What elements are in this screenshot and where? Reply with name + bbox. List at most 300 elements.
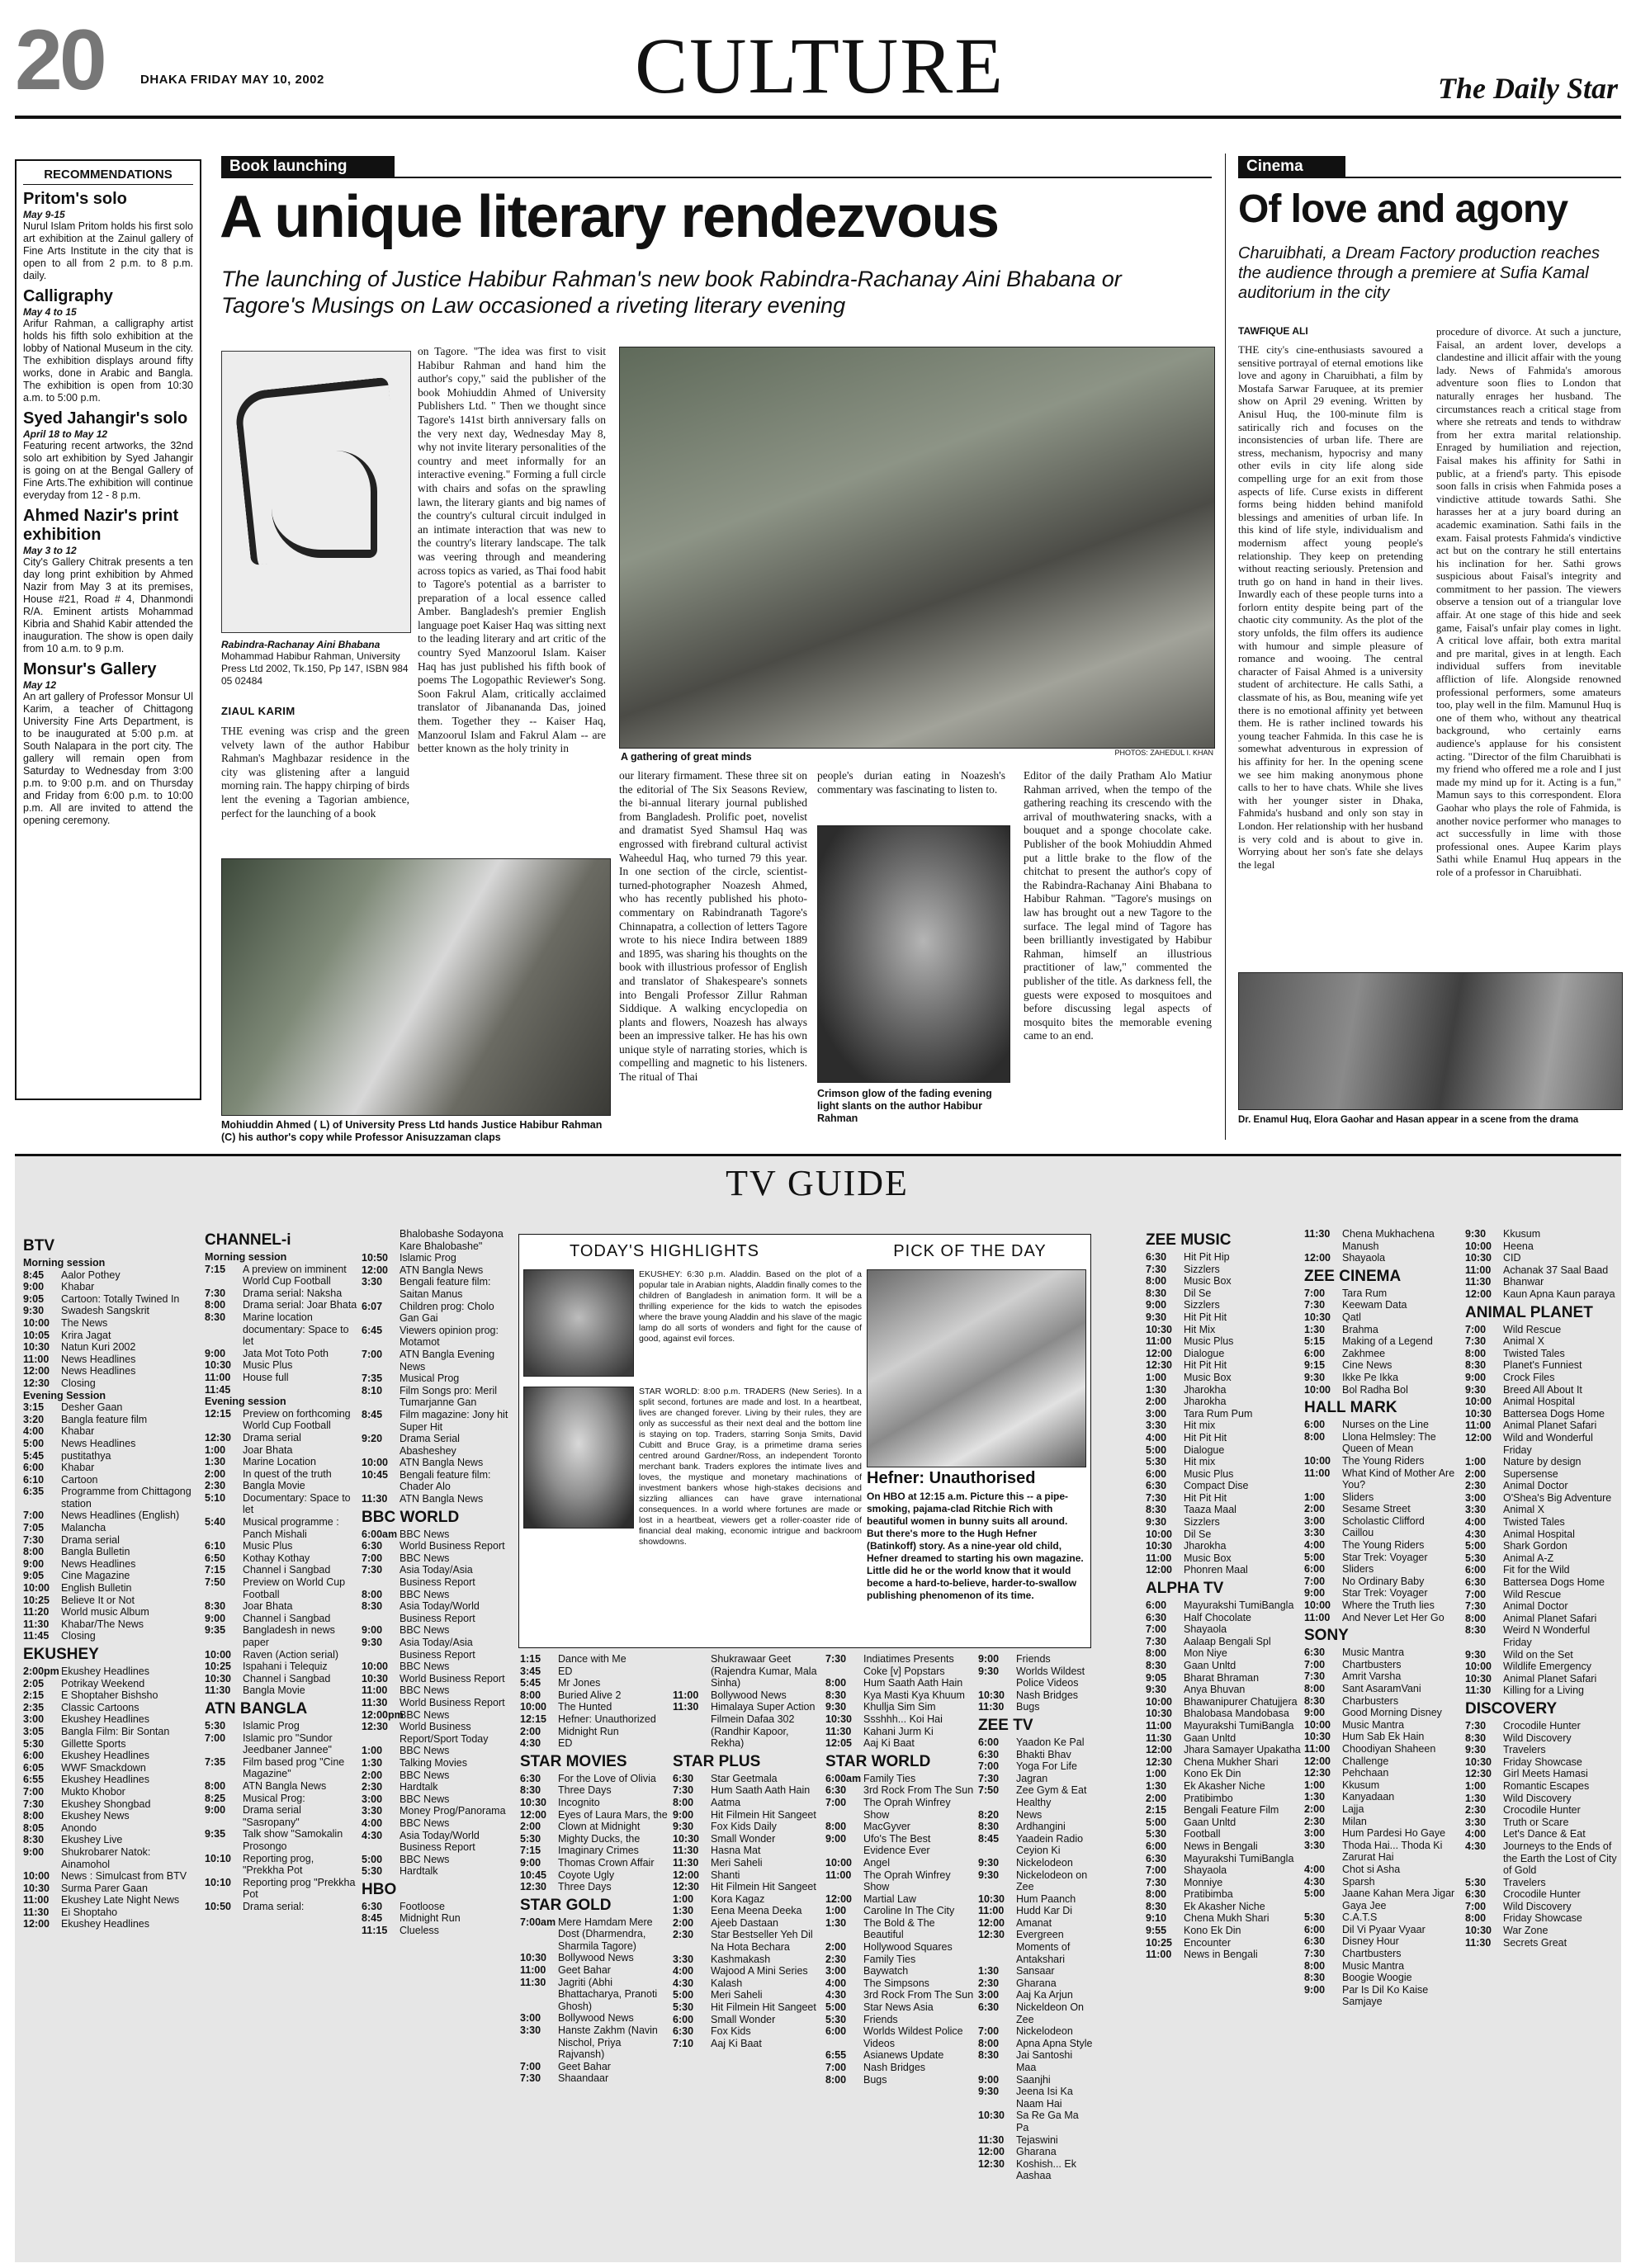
tv-listing-program: Drama serial "Sasropany"	[243, 1804, 301, 1828]
tv-listing-row	[1304, 1552, 1461, 1564]
tv-listing-time: 4:00	[825, 1977, 847, 1989]
tv-listing-program: Preview on forthcoming World Cup Football	[243, 1407, 351, 1432]
tv-listing-time: 5:30	[1465, 1876, 1487, 1888]
tv-listing-time: 8:00	[362, 1588, 383, 1600]
book-text-col2: on Tagore. "The idea was first to visit Habibur Rahman and hand him the author's copy," said the publisher of the book Mohiuddin Ahmed of University Publishers Ltd. " Then we thought since Tagore's 141st birth anniversary falls on the very next day, Wednesday May 8, why not invite literary personalities of the country and meet informally for an interactive evening." Forming a full circle with chairs and sofas on the sprawling lawn, the literary giants and big names of the country's cultural circuit indulged in an intimate interaction that was new to the country's literary landscape. The talk was veering through and meandering across topics as varied, as Thai food habit to Tagore's potential as a barrister to preparation of a local essence called Amber. Bangladesh's premier English language poet Kaiser Haq was sitting next to the leading literary and art critic of the country Syed Manzoorul Islam. Kaiser Haq has just published his fifth book of poems The Logopathic Reviewer's Song. Soon Fakrul Alam, critically acclaimed translator of Jibanananda Das, joined them. Together they -- Kaiser Haq, Manzoorul Islam and Fakrul Alam -- are better known as the holy trinity in	[418, 345, 606, 755]
tv-listing-time: 1:30	[1146, 1383, 1167, 1396]
tv-listing-time: 1:30	[1146, 1779, 1167, 1792]
tv-listing-time: 2:05	[23, 1677, 45, 1689]
tv-listing-program: BBC News	[400, 1661, 450, 1673]
tv-listing-row	[1465, 1780, 1618, 1793]
tv-listing-program: Krira Jagat	[61, 1329, 111, 1341]
tv-session-label: Morning session	[23, 1257, 106, 1269]
tv-listing-row	[1146, 1949, 1301, 1961]
tv-listing-row	[362, 1721, 514, 1745]
tv-listing-row	[673, 2038, 821, 2050]
tv-listing-row	[23, 1522, 201, 1534]
tv-listing-time: 8:30	[978, 2049, 1000, 2062]
tv-listing-program: English Bulletin	[61, 1582, 132, 1595]
tv-listing-row	[205, 1552, 357, 1565]
tv-listing-row	[23, 1341, 201, 1354]
tv-listing-row	[205, 1288, 357, 1300]
tv-listing-time: 6:55	[825, 2049, 847, 2062]
tv-listing-row	[1304, 1840, 1461, 1864]
tv-listing-program: Aalaap Bengali Spl	[1184, 1635, 1271, 1647]
tv-listing-row	[1304, 1563, 1461, 1576]
tv-listing-time: 10:30	[978, 1689, 1005, 1701]
tv-listing-time: 12:00	[673, 1869, 699, 1881]
tv-listing-time: 7:15	[520, 1845, 541, 1857]
tv-listing-time: 10:45	[520, 1869, 546, 1881]
tv-listing-row	[1146, 1396, 1301, 1408]
tv-listing-program: Kanyadaan	[1342, 1791, 1395, 1803]
tv-listing-row	[520, 1773, 669, 1785]
tv-listing-program: Mon Niye	[1184, 1647, 1227, 1660]
tv-listing-program: Khabar	[61, 1425, 95, 1438]
tv-listing-row	[23, 1269, 201, 1282]
tv-listing-program: Channel i Sangbad	[243, 1612, 331, 1624]
tv-listing-row	[1465, 1673, 1618, 1685]
tv-listing-program: Aatma	[711, 1796, 741, 1808]
tv-listing-program: Clueless	[400, 1925, 439, 1937]
tv-listing-program: Film Songs pro: Meril Tumarjanne Gan	[400, 1384, 498, 1409]
tv-listing-row	[1465, 1661, 1618, 1673]
tv-listing-time: 7:00	[1465, 1323, 1487, 1335]
tv-listing-time: 5:30	[673, 2001, 694, 2014]
tv-listing-row	[673, 2014, 821, 2026]
tv-listing-row	[1304, 1911, 1461, 1924]
tv-listing-time: 10:25	[1146, 1936, 1172, 1949]
tv-listing-program: Football	[1184, 1828, 1221, 1840]
tv-listing-program: Nurses on the Line	[1342, 1419, 1429, 1431]
tv-listing-row	[205, 1661, 357, 1673]
tv-listing-time: 2:00	[520, 1725, 541, 1737]
tv-listing-time: 8:00	[1465, 1612, 1487, 1624]
tv-listing-program: Saanjhi	[1016, 2073, 1051, 2086]
tv-listing-program: Animal Hospital	[1503, 1528, 1575, 1540]
tv-listing-time: 9:00	[520, 1856, 541, 1869]
tv-listing-time: 1:30	[1465, 1792, 1487, 1804]
tv-listing-row	[23, 1510, 201, 1522]
tv-listing-time: 8:00	[978, 2037, 1000, 2049]
tv-listing-time: 1:00	[673, 1892, 694, 1905]
tv-listing-time: 11:45	[23, 1630, 50, 1642]
tv-listing-program: Wild Rescue	[1503, 1323, 1562, 1335]
tv-listing-program: Mayurakshi TumiBangla	[1184, 1599, 1294, 1612]
tv-listing-program: Supersense	[1503, 1467, 1558, 1480]
tv-listing-time: 6:00	[1304, 1923, 1326, 1935]
tv-listing-time: 10:00	[1146, 1528, 1172, 1540]
tv-listing-time: 11:00	[1146, 1719, 1172, 1732]
tv-listing-row	[1304, 1335, 1461, 1348]
tv-listing-program: MacGyver	[863, 1821, 910, 1833]
tv-listing-time: 9:00	[1465, 1371, 1487, 1383]
tv-listing-program: Martial Law	[863, 1892, 916, 1905]
tv-listing-row	[1304, 1924, 1461, 1936]
tv-listing-row	[1146, 1359, 1301, 1372]
tv-listing-time: 5:30	[825, 2013, 847, 2025]
tv-listing-row	[1465, 1732, 1618, 1745]
tv-listing-program: World Business Report	[400, 1696, 505, 1708]
tv-listing-row	[23, 1762, 201, 1774]
tv-listing-time: 9:30	[978, 1665, 1000, 1677]
tv-listing-time: 5:00	[1465, 1540, 1487, 1552]
tv-listing-time: 5:10	[205, 1491, 226, 1504]
tv-listing-program: Jharokha	[1184, 1540, 1227, 1552]
tv-listing-time: 7:00	[1304, 1658, 1326, 1670]
tv-listing-time: 3:00	[362, 1793, 383, 1805]
tv-listing-time: 4:30	[520, 1737, 541, 1750]
tv-listing-program: Hum Sab Ek Hain	[1342, 1731, 1425, 1743]
tv-listing-program: Desher Gaan	[61, 1401, 123, 1414]
cinema-scene-photo	[1238, 972, 1623, 1110]
tv-listing-row	[1304, 1515, 1461, 1528]
tv-listing-time: 5:00	[825, 2001, 847, 2014]
rec-date: May 3 to 12	[23, 545, 77, 556]
handover-photo-caption: Mohiuddin Ahmed ( L) of University Press Ltd hands Justice Habibur Rahman (C) his author's copy while Professor Anisuzzaman claps	[221, 1119, 603, 1143]
tv-listing-row	[205, 1432, 357, 1444]
tv-listing-program: Imaginary Crimes	[558, 1845, 639, 1857]
tv-listing-row	[362, 1433, 514, 1457]
tv-listing-time	[362, 1228, 400, 1252]
tv-listing-time: 4:00	[23, 1425, 45, 1438]
tv-listing-time: 2:00	[1146, 1792, 1167, 1804]
tv-listing-time: 7:00	[520, 2060, 541, 2072]
tv-listing-row	[205, 1793, 357, 1805]
tv-listing-time: 9:30	[1465, 1648, 1487, 1661]
tv-listing-program: Friday Showcase	[1503, 1755, 1582, 1768]
tv-listing-program: Chot si Asha	[1342, 1863, 1401, 1875]
tv-listing-time: 8:30	[205, 1600, 226, 1613]
tv-listing-time: 8:45	[978, 1832, 1000, 1845]
tv-listing-time: 12:00	[362, 1264, 388, 1276]
tv-listing-row	[23, 1786, 201, 1798]
tv-listing-time: 9:00	[205, 1804, 226, 1817]
tv-listing-program: Crocodile Hunter	[1503, 1804, 1581, 1817]
tv-listing-program: Film based prog "Cine Magazine"	[243, 1755, 345, 1780]
tv-listing-time: 9:55	[1146, 1925, 1167, 1937]
tv-listing-program: No Ordinary Baby	[1342, 1575, 1425, 1587]
tv-listing-time: 7:30	[1304, 1948, 1326, 1960]
tv-listing-time: 10:05	[23, 1329, 50, 1341]
tv-listing-program: Surma Parer Gaan	[61, 1882, 148, 1894]
tv-listing-program: Charbusters	[1342, 1694, 1399, 1707]
tv-listing-program: Kkusum	[1503, 1228, 1541, 1240]
tv-listing-program: Chartbusters	[1342, 1658, 1402, 1670]
tv-listing-time: 9:00	[1304, 1983, 1326, 1996]
tv-listing-time: 11:00	[23, 1894, 50, 1907]
tv-listing-row	[1465, 1480, 1618, 1492]
tv-listing-time: 7:30	[1304, 1299, 1326, 1311]
tv-listing-program: Film magazine: Jony hit Super Hit	[400, 1408, 508, 1433]
tv-listing-row	[1304, 1455, 1461, 1467]
tv-listing-time: 8:00	[520, 1689, 541, 1701]
tv-listing-time: 7:30	[1304, 1670, 1326, 1683]
tv-listing-time: 8:30	[1465, 1359, 1487, 1372]
tv-listing-time: 6:30	[978, 2001, 1000, 2014]
tv-listing-time: 12:15	[205, 1407, 231, 1420]
tv-listing-row	[1465, 1720, 1618, 1732]
tv-listing-time: 11:20	[23, 1606, 50, 1618]
tv-listing-program: Amrit Varsha	[1342, 1670, 1402, 1683]
tv-listing-time: 7:15	[205, 1564, 226, 1576]
tv-listing-row	[520, 1737, 669, 1750]
tv-listing-row	[673, 2001, 821, 2014]
tv-listing-row	[1146, 1335, 1301, 1348]
tv-listing-program: Choodiyan Shaheen	[1342, 1742, 1436, 1755]
tv-listing-row	[205, 1649, 357, 1661]
tv-listing-time: 6:30	[520, 1772, 541, 1784]
tv-listing-row	[205, 1804, 357, 1828]
tv-listing-program: Baywatch	[863, 1965, 909, 1977]
tv-listing-program: Thomas Crown Affair	[558, 1856, 655, 1869]
tv-listing-time: 11:45	[205, 1383, 231, 1396]
tv-listing-time: 11:30	[23, 1618, 50, 1630]
tv-listing-time: 10:30	[1465, 1672, 1492, 1684]
tv-listing-time: 9:30	[1146, 1311, 1167, 1323]
tv-listing-time: 10:00	[362, 1661, 388, 1673]
tv-listing-row	[825, 1893, 974, 1906]
tv-listing-time: 2:30	[205, 1480, 226, 1492]
tv-listing-time: 9:00	[362, 1624, 383, 1637]
tv-listing-row	[205, 1564, 357, 1576]
tv-listing-time: 11:30	[673, 1856, 699, 1869]
tv-listing-program: ATN Bangla Evening News	[400, 1348, 495, 1373]
tv-listing-row	[978, 1833, 1094, 1857]
tv-listing-time: 9:30	[978, 1869, 1000, 1881]
tv-listing-row	[362, 1529, 514, 1541]
tv-listing-time: 10:10	[205, 1852, 231, 1864]
tv-listing-program: Travelers	[1503, 1744, 1546, 1756]
tv-listing-program: Animal Doctor	[1503, 1600, 1568, 1613]
tv-listing-row	[362, 1325, 514, 1349]
tv-listing-time: 8:00	[1304, 1959, 1326, 1972]
tv-listing-time: 5:15	[1304, 1335, 1326, 1348]
tv-listing-row	[1146, 1504, 1301, 1516]
tv-listing-row	[825, 1977, 974, 1990]
tv-listing-time: 6:50	[205, 1552, 226, 1564]
tv-listing-row	[520, 1784, 669, 1797]
tv-listing-row	[673, 1653, 821, 1689]
tv-listing-row	[23, 1281, 201, 1293]
tv-listing-row	[825, 1797, 974, 1821]
tv-listing-time: 2:00	[1304, 1503, 1326, 1515]
tv-listing-program: Tara Rum Pum	[1184, 1407, 1253, 1420]
tv-listing-row	[23, 1678, 201, 1690]
tv-listing-column	[1146, 1228, 1301, 1961]
tv-listing-row	[1465, 1925, 1618, 1937]
tv-listing-row	[362, 1901, 514, 1913]
tv-listing-program: Animal X	[1503, 1335, 1545, 1348]
highlights-title: TODAY'S HIGHLIGHTS	[569, 1242, 759, 1260]
tv-listing-program: Incognito	[558, 1796, 600, 1808]
tv-listing-time: 5:00	[362, 1853, 383, 1865]
tv-listing-row	[1146, 1251, 1301, 1264]
tv-listing-row	[978, 1869, 1094, 1893]
tv-listing-program: Jhara Samayer Upakatha	[1184, 1744, 1301, 1756]
tv-listing-time: 2:00	[673, 1916, 694, 1929]
tv-listing-program: Crocodile Hunter	[1503, 1719, 1581, 1732]
tv-listing-program: Dil Se	[1184, 1287, 1212, 1299]
tv-listing-row	[23, 1726, 201, 1738]
tv-listing-time: 4:30	[1465, 1528, 1487, 1540]
tv-listing-time: 11:30	[1304, 1228, 1331, 1240]
tv-listing-time: 1:30	[1304, 1323, 1326, 1335]
cinema-kicker: Cinema	[1238, 156, 1345, 177]
tv-listing-row	[362, 1493, 514, 1505]
tv-listing-time: 12:30	[1146, 1359, 1172, 1372]
tv-listing-time: 7:05	[23, 1522, 45, 1534]
tv-listing-row	[23, 1354, 201, 1366]
tv-listing-row	[1304, 1719, 1461, 1732]
tv-listing-time: 5:30	[1146, 1456, 1167, 1468]
tv-listing-row	[1146, 1744, 1301, 1756]
tv-listing-time: 11:30	[23, 1906, 50, 1918]
tv-listing-row	[362, 1624, 514, 1637]
tv-listing-program: Hum Paanch	[1016, 1892, 1076, 1905]
tv-listing-program: Mayurakshi TumiBangla	[1184, 1719, 1294, 1732]
aladdin-image	[523, 1269, 634, 1377]
tv-listing-column	[1465, 1228, 1618, 1949]
tv-listing-row	[673, 1917, 821, 1930]
tv-listing-program: Wajood A Mini Series	[711, 1965, 808, 1977]
tv-listing-time: 10:00	[1304, 1599, 1331, 1612]
tv-listing-row	[1146, 1925, 1301, 1937]
tv-listing-row	[978, 1809, 1094, 1821]
tv-listing-row	[825, 1989, 974, 2001]
tv-listing-row	[978, 1965, 1094, 1977]
tv-listing-program: Drama serial	[243, 1431, 301, 1443]
tv-listing-program: Three Days	[558, 1881, 612, 1893]
tv-listing-time: 7:00am	[520, 1916, 556, 1928]
tv-listing-row	[1465, 1589, 1618, 1601]
tv-listing-row	[23, 1883, 201, 1895]
tv-listing-row	[673, 1797, 821, 1809]
tv-listing-program: News Headlines	[61, 1365, 136, 1377]
tv-listing-time: 2:00	[1146, 1396, 1167, 1408]
tv-listing-program: Musical programme : Panch Mishali	[243, 1516, 339, 1540]
tv-listing-program: Ssshhh... Koi Hai	[863, 1713, 943, 1725]
tv-listing-row	[23, 1774, 201, 1786]
tv-listing-row	[825, 2014, 974, 2026]
tv-listing-row	[1304, 1864, 1461, 1876]
tv-listing-program: Sesame Street	[1342, 1503, 1411, 1515]
tv-listing-program: The Oprah Winfrey Show	[863, 1796, 951, 1821]
tv-listing-time: 8:00	[825, 2073, 847, 2086]
tv-listing-time: 10:00	[23, 1582, 50, 1595]
tv-listing-row	[1465, 1817, 1618, 1829]
tv-listing-program: Gharana	[1016, 1977, 1057, 1989]
tv-listing-program: Music Mantra	[1342, 1647, 1405, 1659]
tv-listing-row	[1304, 1827, 1461, 1840]
tv-listing-row	[205, 1456, 357, 1468]
tv-listing-row	[362, 1373, 514, 1385]
tv-listing-row	[673, 2025, 821, 2038]
tv-listing-time: 7:30	[205, 1287, 226, 1299]
tv-listing-program: Drama serial:	[243, 1900, 305, 1912]
tv-listing-row	[520, 1977, 669, 2013]
tv-listing-row	[1465, 1420, 1618, 1432]
book-kicker: Book launching	[221, 156, 395, 177]
tv-listing-row	[1465, 1529, 1618, 1541]
tv-listing-program: Caillou	[1342, 1527, 1374, 1539]
tv-listing-program: World music Album	[61, 1606, 149, 1618]
tv-listing-row	[205, 1901, 357, 1913]
tv-listing-row	[1304, 1491, 1461, 1504]
tv-listing-row	[1146, 1564, 1301, 1576]
tv-listing-time: 7:15	[205, 1263, 226, 1275]
tv-listing-time: 10:00	[1304, 1454, 1331, 1467]
book-text-col4: people's durian eating in Noazesh's commentary was fascinating to listen to.	[817, 769, 1005, 796]
tv-listing-program: Ekushey Headlines	[61, 1774, 150, 1786]
tv-listing-program: Hit Pit Hip	[1184, 1251, 1230, 1263]
tv-listing-time: 1:30	[362, 1756, 383, 1769]
tv-listing-row	[673, 1833, 821, 1845]
tv-listing-program: Bhalobashe Sodayona Kare Bhalobashe"	[400, 1228, 504, 1252]
tv-listing-program: Disney Hour	[1342, 1935, 1399, 1948]
tv-listing-program: Shukrobarer Natok: Ainamohol	[61, 1845, 151, 1870]
tv-listing-program: Tara Rum	[1342, 1287, 1388, 1299]
tv-listing-time: 5:30	[205, 1719, 226, 1732]
tv-listing-row	[23, 1810, 201, 1822]
tv-listing-program: ATN Bangla News	[400, 1457, 484, 1469]
tv-listing-time: 4:30	[673, 1977, 694, 1989]
tv-listing-program: Geet Bahar	[558, 1964, 611, 1977]
tv-listing-program: Shark Gordon	[1503, 1540, 1567, 1552]
tv-channel-name: STAR MOVIES	[520, 1752, 627, 1770]
tv-listing-program: BBC News	[400, 1528, 450, 1540]
tv-listing-row	[978, 2038, 1094, 2050]
tv-listing-program: Music Mantra	[1342, 1718, 1405, 1731]
tv-listing-row	[1146, 1420, 1301, 1432]
tv-listing-program: Dil Vi Pyaar Vyaar	[1342, 1923, 1426, 1935]
tv-listing-time: 1:00	[825, 1905, 847, 1917]
tv-listing-time: 8:00	[1146, 1647, 1167, 1660]
tv-listing-time: 10:30	[1465, 1755, 1492, 1768]
tv-listing-program: Breed All About It	[1503, 1383, 1582, 1396]
tv-listing-column	[1304, 1228, 1461, 2008]
tv-session-label: Morning session	[205, 1251, 287, 1263]
tv-listing-row	[520, 1677, 669, 1689]
tv-listing-program: House full	[243, 1371, 289, 1383]
tv-listing-program: Bengali feature film: Saitan Manus	[400, 1276, 491, 1300]
tv-listing-row	[1146, 1408, 1301, 1420]
tv-listing-time: 3:30	[1304, 1527, 1326, 1539]
tv-listing-program: Geet Bahar	[558, 2060, 611, 2072]
tv-listing-program: ATN Bangla News	[400, 1493, 484, 1505]
tv-listing-time: 2:15	[1146, 1804, 1167, 1817]
tv-listing-column	[825, 1653, 974, 2086]
tv-listing-program: Wild Rescue	[1503, 1588, 1562, 1600]
tv-listing-row	[23, 1618, 201, 1631]
tv-listing-row	[978, 1905, 1094, 1917]
tv-listing-time: 10:30	[520, 1952, 546, 1964]
tv-listing-column	[978, 1653, 1094, 2182]
tv-listing-row	[825, 2062, 974, 2074]
tv-listing-time: 12:00	[1146, 1564, 1172, 1576]
tv-listing-time: 2:15	[23, 1689, 45, 1702]
tv-listing-program: Ekushey News	[61, 1810, 130, 1822]
tv-listing-row	[520, 1845, 669, 1857]
gathering-photo-caption: A gathering of great minds	[621, 751, 752, 763]
tv-listing-program: Marine location documentary: Space to let	[243, 1311, 349, 1348]
tv-listing-program: Aalor Pothey	[61, 1269, 121, 1281]
tv-listing-program: News	[1016, 1808, 1043, 1821]
tv-listing-program: Bangla Movie	[243, 1684, 305, 1697]
tv-listing-time: 9:30	[362, 1637, 383, 1648]
tv-listing-row	[362, 1540, 514, 1552]
tv-listing-time: 6:00	[673, 2013, 694, 2025]
